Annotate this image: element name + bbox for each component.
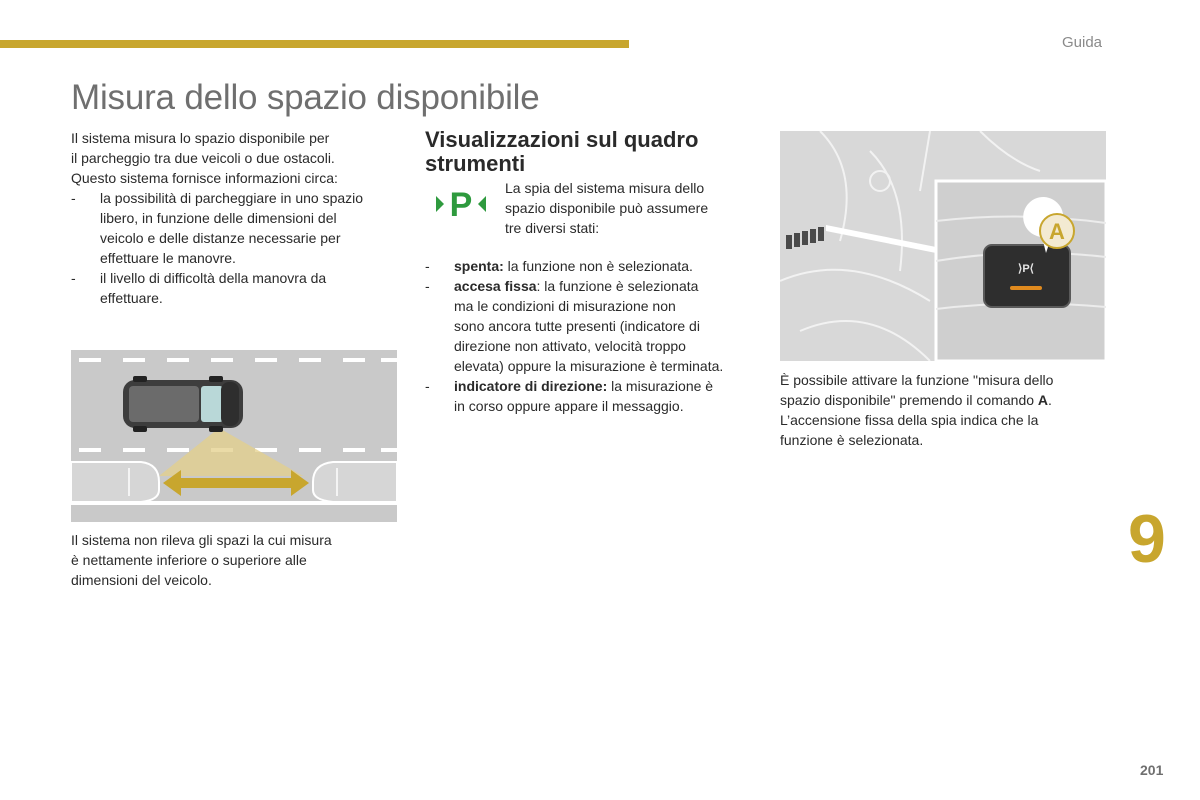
park-assist-icon-letter: P xyxy=(449,186,473,222)
state-text: la funzione non è selezionata. xyxy=(503,258,693,274)
bullet-line: effettuare le manovre. xyxy=(100,250,236,266)
state-text: in corso oppure appare il messaggio. xyxy=(454,398,684,414)
intro-line: Il sistema misura lo spazio disponibile per xyxy=(71,130,330,146)
state-label: indicatore di direzione: xyxy=(454,378,608,394)
chapter-number: 9 xyxy=(1128,501,1166,577)
bullet-line: effettuare. xyxy=(100,290,163,306)
icon-description-line: La spia del sistema misura dello xyxy=(505,180,705,196)
button-led-indicator xyxy=(1010,286,1042,290)
caption-text: funzione è selezionata. xyxy=(780,432,924,448)
caption-line xyxy=(780,410,1038,430)
bullet-line: veicolo e delle distanze necessarie per xyxy=(100,230,341,246)
state-text: : la funzione è selezionata xyxy=(536,278,699,294)
state-label: spenta: xyxy=(454,258,504,274)
page-title: Misura dello spazio disponibile xyxy=(71,78,540,117)
bullet-line: libero, in funzione delle dimensioni del xyxy=(100,210,337,226)
caption-line xyxy=(780,430,923,450)
caption-line xyxy=(780,390,1052,410)
button-symbol: ⟩P⟨ xyxy=(1018,263,1034,275)
dashboard-illustration xyxy=(780,131,1106,361)
page-number: 201 xyxy=(1140,762,1164,778)
display-heading-line: Visualizzazioni sul quadro xyxy=(425,127,699,152)
caption-text: spazio disponibile" premendo il comando xyxy=(780,392,1038,408)
state-text: ma le condizioni di misurazione non xyxy=(454,298,676,314)
state-text: elevata) oppure la misurazione è terminata. xyxy=(454,358,724,374)
bullet-dash: - xyxy=(425,378,430,394)
bullet-dash: - xyxy=(71,190,76,206)
icon-description-line: tre diversi stati: xyxy=(505,220,600,236)
state-text: direzione non attivato, velocità troppo xyxy=(454,338,686,354)
callout-a-label: A xyxy=(1049,219,1065,244)
parking-illustration xyxy=(71,350,397,522)
bullet-dash: - xyxy=(425,278,430,294)
caption-text: . xyxy=(1048,392,1052,408)
display-heading xyxy=(425,128,755,176)
caption-text: L’accensione fissa della spia indica che la xyxy=(780,412,1039,428)
bullet-line: la possibilità di parcheggiare in uno spazio xyxy=(100,190,364,206)
state-text: sono ancora tutte presenti (indicatore di xyxy=(454,318,700,334)
section-label: Guida xyxy=(1062,34,1103,51)
display-heading-line: strumenti xyxy=(425,151,526,176)
parking-note-line: Il sistema non rileva gli spazi la cui misura xyxy=(71,532,332,548)
bullet-dash: - xyxy=(71,270,76,286)
parking-note-line: dimensioni del veicolo. xyxy=(71,572,212,588)
header-gold-bar xyxy=(0,40,629,48)
caption-text: È possibile attivare la funzione "misura dello xyxy=(780,372,1054,388)
parking-note-line: è nettamente inferiore o superiore alle xyxy=(71,552,307,568)
intro-line: Questo sistema fornisce informazioni circa: xyxy=(71,170,338,186)
bullet-line: il livello di difficoltà della manovra da xyxy=(100,270,327,286)
caption-line xyxy=(780,370,1053,390)
state-text: la misurazione è xyxy=(607,378,714,394)
park-assist-warning-icon xyxy=(434,186,488,222)
bullet-dash: - xyxy=(425,258,430,274)
state-label: accesa fissa xyxy=(454,278,537,294)
icon-description-line: spazio disponibile può assumere xyxy=(505,200,709,216)
intro-line: il parcheggio tra due veicoli o due ostacoli. xyxy=(71,150,335,166)
caption-bold: A xyxy=(1037,392,1049,408)
